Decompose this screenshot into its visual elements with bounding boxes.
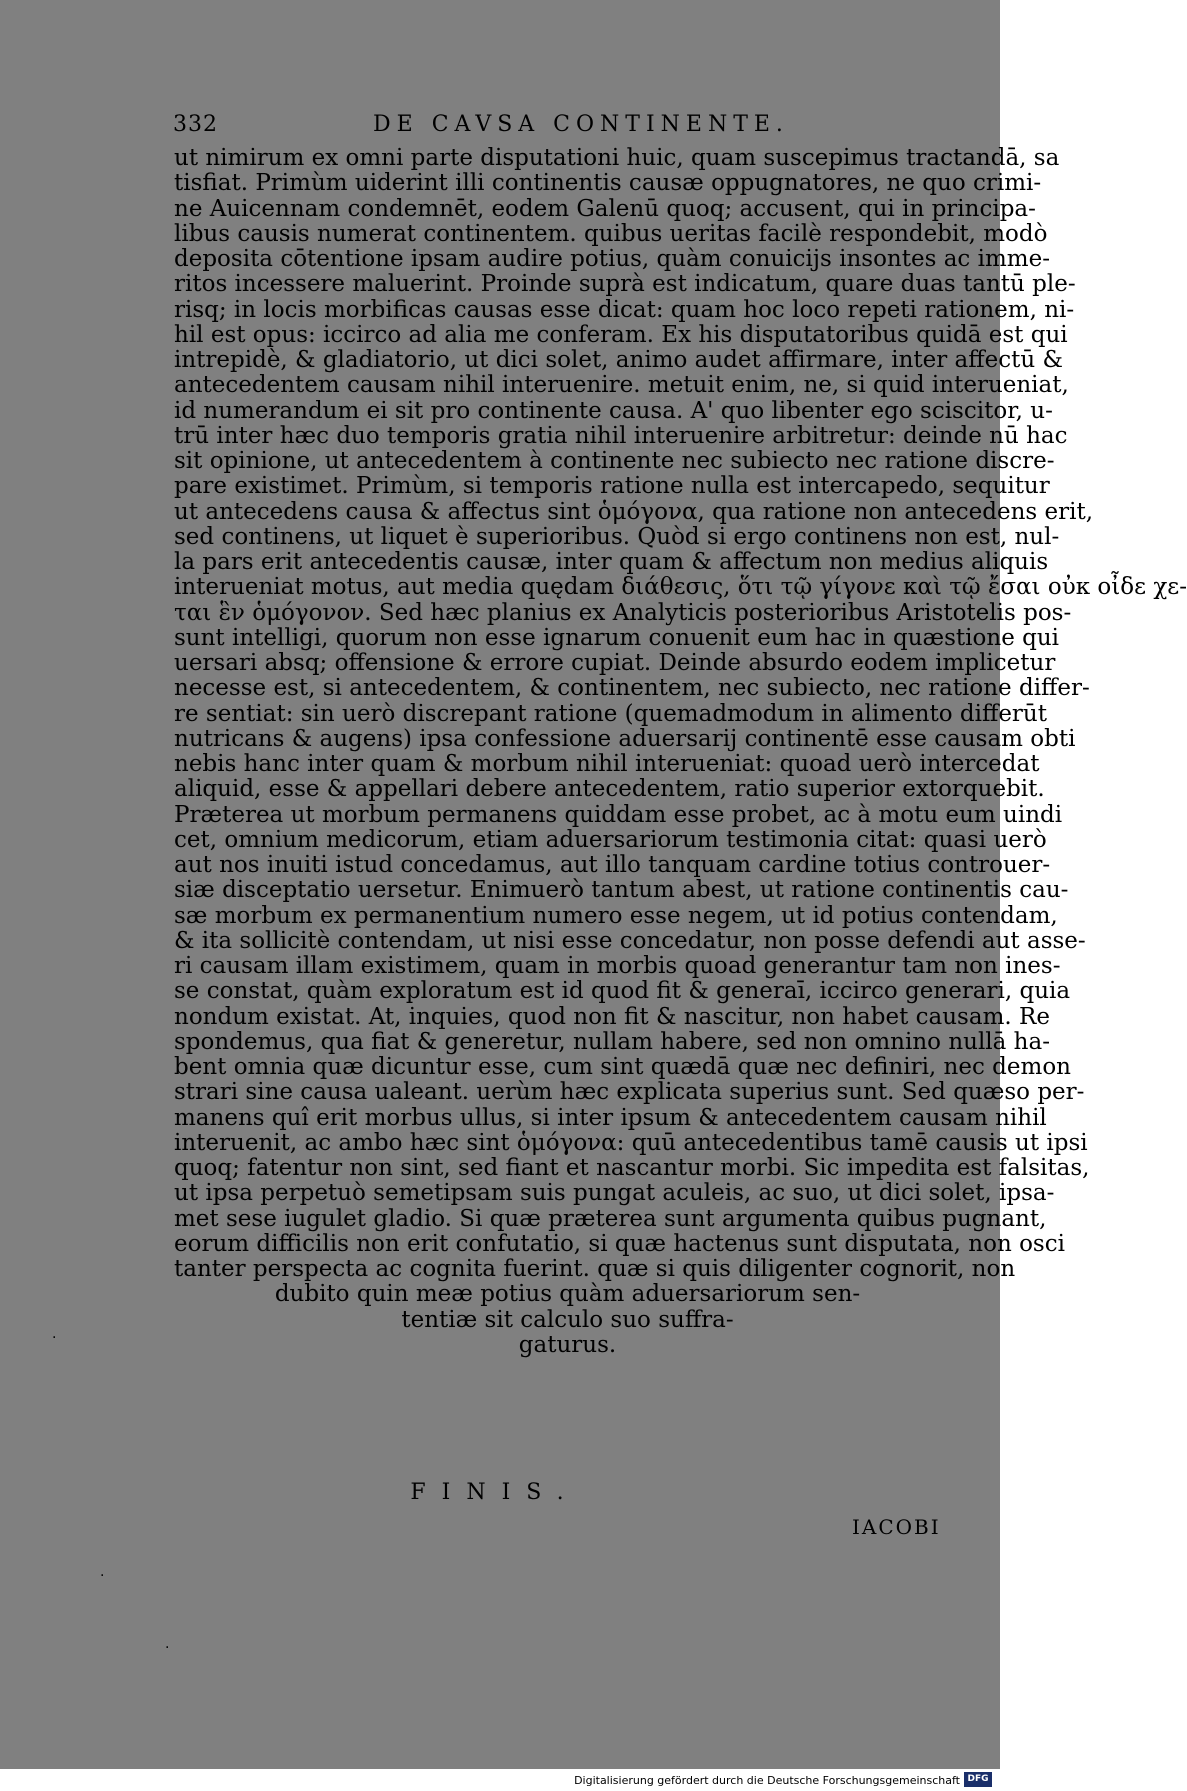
margin-speck: · (165, 1640, 170, 1656)
text-line: libus causis numerat continentem. quibus ueritas facilè respondebit, modò (174, 220, 1048, 247)
body-text (174, 145, 1187, 1358)
text-line: sunt intelligi, quorum non esse ignarum conuenit eum hac in quæstione qui (174, 624, 1060, 651)
text-line: nutricans & augens) ipsa confessione aduersarij continentē esse causam obti (174, 725, 1076, 752)
text-line: id numerandum ei sit pro continente causa. A' quo libenter ego sciscitor, u- (174, 397, 1053, 424)
closing-line: gaturus. (518, 1331, 617, 1358)
text-line: sæ morbum ex permanentium numero esse negem, ut id potius contendam, (174, 902, 1058, 929)
text-line: deposita cōtentione ipsam audire potius, quàm conuicijs insontes ac imme- (174, 246, 1050, 272)
running-head (173, 112, 813, 144)
text-line: necesse est, si antecedentem, & continentem, nec subiecto, nec ratione differ- (174, 675, 1090, 702)
text-line: pare existimet. Primùm, si temporis ratione nulla est intercapedo, sequitur (174, 473, 1050, 500)
text-line: bent omnia quæ dicuntur esse, cum sint quædā quæ nec definiri, nec demon (174, 1054, 1071, 1080)
text-line: strari sine causa ualeant. uerùm hæc explicata superius sunt. Sed quæso per- (174, 1079, 1085, 1106)
margin-speck: · (100, 1568, 105, 1584)
margin-speck: · (52, 1330, 57, 1346)
text-line: sed continens, ut liquet è superioribus. Quòd si ergo continens non est, nul- (174, 523, 1060, 550)
text-line: la pars erit antecedentis causæ, inter quam & affectum non medius aliquis (174, 549, 1049, 575)
footer-credit: Digitalisierung gefördert durch die Deutsche Forschungsgemeinschaft (574, 1774, 960, 1787)
closing-line: tanter perspecta ac cognita fuerint. quæ si quis diligenter cognorit, non (174, 1256, 1016, 1282)
text-line: nebis hanc inter quam & morbum nihil interueniat: quoad uerò intercedat (174, 751, 1040, 777)
text-line: interuenit, ac ambo hæc sint ὁμόγονα: quū antecedentibus tamē causis ut ipsi (174, 1129, 1088, 1156)
text-line: interueniat motus, aut media quędam διάθεσις, ὅτι τῷ γίγονε καὶ τῷ ἔσαι οὐκ οἶδε χε- (174, 574, 1187, 601)
text-line: intrepidè, & gladiatorio, ut dici solet, animo audet affirmare, inter affectū & (174, 347, 1063, 373)
text-line: quoq; fatentur non sint, sed fiant et nascantur morbi. Sic impedita est falsitas, (174, 1155, 1090, 1181)
page-title: DE CAVSA CONTINENTE. (373, 112, 789, 137)
text-line: ut antecedens causa & affectus sint ὁμόγονα, qua ratione non antecedens erit, (174, 498, 1094, 525)
page-number: 332 (173, 112, 218, 137)
catchword: IACOBI (852, 1515, 941, 1539)
text-line: aliquid, esse & appellari debere antecedentem, ratio superior extorquebit. (174, 776, 1045, 803)
text-line: hil est opus: iccirco ad alia me conferam. Ex his disputatoribus quidā est qui (174, 321, 1068, 348)
text-line: antecedentem causam nihil interuenire. metuit enim, ne, si quid interueniat, (174, 372, 1069, 399)
text-line: sit opinione, ut antecedentem à continente nec subiecto nec ratione discre- (174, 448, 1055, 474)
text-line: ut nimirum ex omni parte disputationi huic, quam suscepimus tractandā, sa (174, 145, 1060, 171)
text-line: trū inter hæc duo temporis gratia nihil interuenire arbitretur: deinde nū hac (174, 422, 1068, 449)
dfg-logo-icon: DFG (964, 1772, 992, 1787)
text-line: re sentiat: sin uerò discrepant ratione (quemadmodum in alimento differūt (174, 700, 1047, 727)
text-line: ne Auicennam condemnēt, eodem Galenū quoq; accusent, qui in principa- (174, 195, 1036, 222)
finis-mark: FINIS. (410, 1480, 580, 1505)
closing-line: tentiæ sit calculo suo suffra- (401, 1306, 734, 1333)
text-line: & ita sollicitè contendam, ut nisi esse concedatur, non posse defendi aut asse- (174, 927, 1086, 954)
text-line: met sese iugulet gladio. Si quæ præterea sunt argumenta quibus pugnant, (174, 1205, 1047, 1232)
text-line: manens quî erit morbus ullus, si inter ipsum & antecedentem causam nihil (174, 1104, 1047, 1131)
text-line: se constat, quàm exploratum est id quod fit & generaī, iccirco generari, quia (174, 978, 1071, 1005)
text-line: ri causam illam existimem, quam in morbis quoad generantur tam non ines- (174, 953, 1061, 979)
text-line: ut ipsa perpetuò semetipsam suis pungat aculeis, ac suo, ut dici solet, ipsa- (174, 1180, 1055, 1207)
text-line: tisfiat. Primùm uiderint illi continentis causæ oppugnatores, ne quo crimi- (174, 170, 1042, 197)
text-line: spondemus, qua fiat & generetur, nullam habere, sed non omnino nullā ha- (174, 1028, 1050, 1055)
closing-line: dubito quin meæ potius quàm aduersariorum sen- (274, 1281, 861, 1308)
text-line: risq; in locis morbificas causas esse dicat: quam hoc loco repeti rationem, ni- (174, 296, 1075, 323)
text-line: aut nos inuiti istud concedamus, aut illo tanquam cardine totius controuer- (174, 852, 1051, 878)
text-line: nondum existat. At, inquies, quod non fit & nascitur, non habet causam. Re (174, 1003, 1050, 1030)
text-line: ritos incessere maluerint. Proinde suprà est indicatum, quare duas tantū ple- (174, 271, 1076, 298)
text-line: siæ disceptatio uersetur. Enimuerò tantum abest, ut ratione continentis cau- (174, 877, 1069, 904)
text-line: ται ἓν ὁμόγονον. Sed hæc planius ex Analyticis posterioribus Aristotelis pos- (174, 599, 1072, 626)
footer-bar (0, 1769, 1000, 1791)
text-line: eorum difficilis non erit confutatio, si quæ hactenus sunt disputata, non osci (174, 1230, 1065, 1257)
text-line: Præterea ut morbum permanens quiddam esse probet, ac à motu eum uindi (174, 801, 1063, 828)
text-line: cet, omnium medicorum, etiam aduersariorum testimonia citat: quasi uerò (174, 826, 1047, 853)
text-line: uersari absq; offensione & errore cupiat. Deinde absurdo eodem implicetur (174, 650, 1056, 676)
